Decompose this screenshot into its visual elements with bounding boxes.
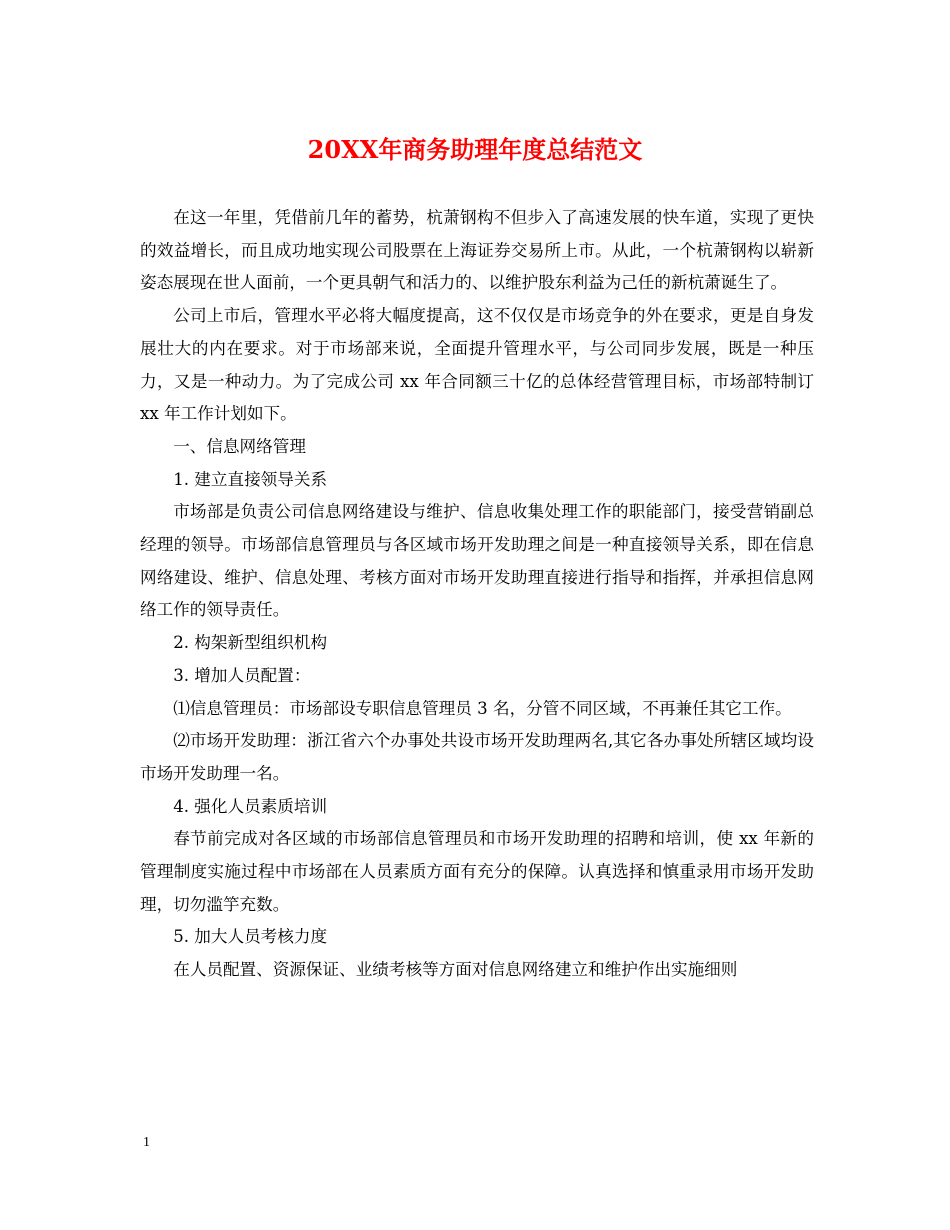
list-item: ⑵市场开发助理：浙江省六个办事处共设市场开发助理两名,其它各办事处所辖区域均设市场开发助理一名。 (140, 731, 814, 783)
subsection-heading: 5. 加大人员考核力度 (173, 927, 328, 947)
subsection-heading: 4. 强化人员素质培训 (173, 796, 328, 816)
paragraph: 公司上市后，管理水平必将大幅度提高，这不仅仅是市场竞争的外在要求，更是自身发展壮大的内在要求。对于市场部来说，全面提升管理水平，与公司同步发展，既是一种压力，又是一种动力。为了完成公司 xx 年合同额三十亿的总体经营管理目标，市场部特制订 xx 年工作计划如下。 (140, 306, 814, 424)
document-body (140, 202, 814, 987)
paragraph: 春节前完成对各区域的市场部信息管理员和市场开发助理的招聘和培训，使 xx 年新的管理制度实施过程中市场部在人员素质方面有充分的保障。认真选择和慎重录用市场开发助理，切勿滥竽充数。 (140, 829, 814, 914)
subsection-heading: 2. 构架新型组织机构 (173, 633, 328, 653)
subsection-heading: 3. 增加人员配置： (173, 665, 311, 685)
paragraph: 在这一年里，凭借前几年的蓄势，杭萧钢构不但步入了高速发展的快车道，实现了更快的效益增长，而且成功地实现公司股票在上海证券交易所上市。从此，一个杭萧钢构以崭新姿态展现在世人面前，一个更具朝气和活力的、以维护股东利益为己任的新杭萧诞生了。 (140, 208, 814, 293)
paragraph: 在人员配置、资源保证、业绩考核等方面对信息网络建立和维护作出实施细则 (173, 960, 738, 980)
subsection-heading: 1. 建立直接领导关系 (173, 469, 328, 489)
document-title: 20XX年商务助理年度总结范文 (307, 135, 643, 164)
section-heading: 一、信息网络管理 (173, 436, 306, 456)
page-number: 1 (143, 1135, 150, 1150)
paragraph: 市场部是负责公司信息网络建设与维护、信息收集处理工作的职能部门，接受营销副总经理的领导。市场部信息管理员与各区域市场开发助理之间是一种直接领导关系，即在信息网络建设、维护、信息处理、考核方面对市场开发助理直接进行指导和指挥，并承担信息网络工作的领导责任。 (140, 502, 814, 620)
list-item: ⑴信息管理员：市场部设专职信息管理员 3 名，分管不同区域，不再兼任其它工作。 (173, 698, 792, 718)
